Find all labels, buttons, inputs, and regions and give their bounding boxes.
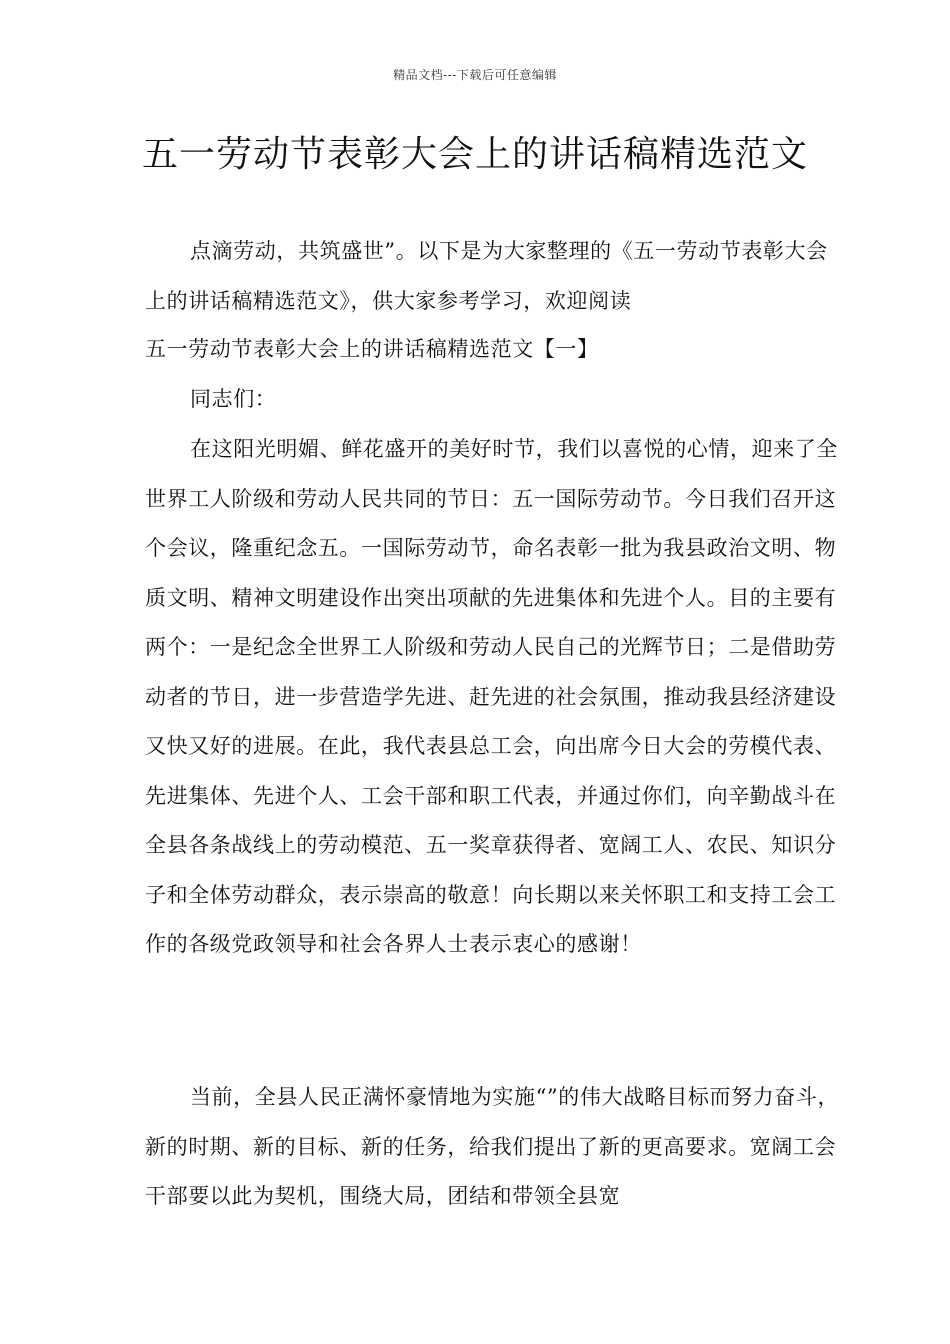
section-heading: 五一劳动节表彰大会上的讲话稿精选范文【一】: [145, 337, 599, 361]
body-paragraph-2: 当前，全县人民正满怀豪情地为实施“”的伟大战略目标而努力奋斗，新的时期、新的目标、新的任务，给我们提出了新的更高要求。宽阔工会干部要以此为契机，围绕大局，团结和带领全县宽: [145, 1085, 840, 1208]
header-note: 精品文档---下载后可任意编辑: [393, 68, 557, 82]
salutation: 同志们：: [190, 387, 277, 411]
body-paragraph-1: 在这阳光明媚、鲜花盛开的美好时节，我们以喜悦的心情，迎来了全世界工人阶级和劳动人民共同的节日：五一国际劳动节。今日我们召开这个会议，隆重纪念五。一国际劳动节，命名表彰一批为我县政治文明、物质文明、精神文明建设作出突出项献的先进集体和先进个人。目的主要有两个：一是纪念全世界工人阶级和劳动人民自己的光辉节日；二是借助劳动者的节日，进一步营造学先进、赶先进的社会氛围，推动我县经济建设又快又好的进展。在此，我代表县总工会，向出席今日大会的劳模代表、先进集体、先进个人、工会干部和职工代表，并通过你们，向辛勤战斗在全县各条战线上的劳动模范、五一奖章获得者、宽阔工人、农民、知识分子和全体劳动群众，表示崇高的敬意！向长期以来关怀职工和支持工会工作的各级党政领导和社会各界人士表示衷心的感谢！: [145, 437, 838, 956]
document-title: 五一劳动节表彰大会上的讲话稿精选范文: [141, 134, 808, 175]
intro-paragraph: 点滴劳动，共筑盛世”。以下是为大家整理的《五一劳动节表彰大会上的讲话稿精选范文》，供大家参考学习，欢迎阅读: [145, 239, 828, 313]
